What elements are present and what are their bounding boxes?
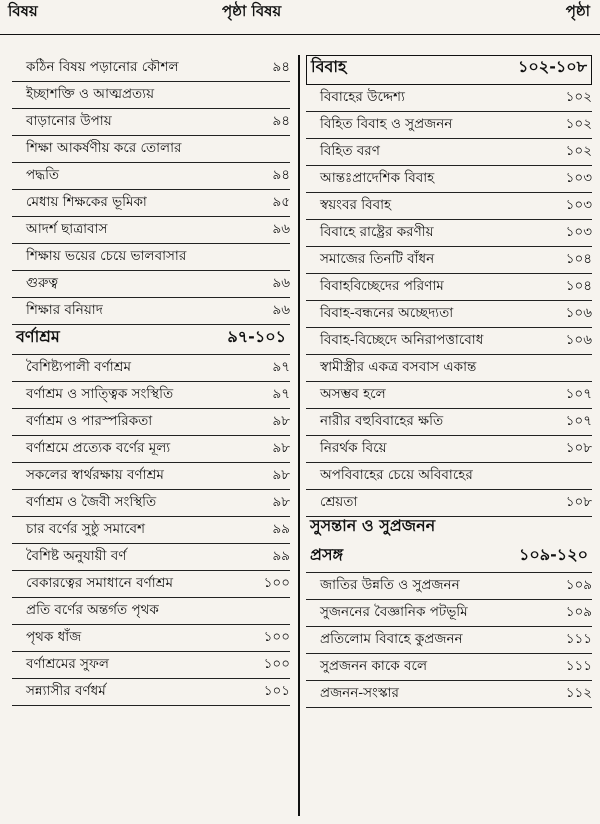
section-title: সুসন্তান ও সুপ্রজনন xyxy=(310,516,436,535)
toc-entry xyxy=(306,409,592,436)
toc-entry xyxy=(306,573,592,600)
entry-page-number: ১০২ xyxy=(565,116,592,132)
entry-title: শিক্ষার বনিয়াদ xyxy=(26,302,103,318)
entry-title: কঠিন বিষয় পড়ানোর কৌশল xyxy=(26,59,179,75)
section-title: বিবাহ xyxy=(311,57,347,76)
entry-title: নিরর্থক বিয়ে xyxy=(320,440,387,456)
entry-title: গুরুত্ব xyxy=(26,275,58,291)
entry-title: বিবাহবিচ্ছেদের পরিণাম xyxy=(320,278,444,294)
section-page-range: ১০৯-১২০ xyxy=(519,545,588,564)
entry-page-number: ৯৫ xyxy=(272,194,290,210)
left-column xyxy=(12,55,290,706)
entry-title: অপবিবাহের চেয়ে অবিবাহের xyxy=(320,467,473,483)
entry-page-number: ১০৭ xyxy=(565,413,592,429)
toc-entry xyxy=(12,679,290,706)
entry-page-number: ১০৪ xyxy=(565,278,592,294)
entry-page-number: ৯৯ xyxy=(272,548,290,564)
toc-entry xyxy=(306,355,592,382)
entry-page-number: ৯৮ xyxy=(272,494,290,510)
entry-title: বিবাহ-বিচ্ছেদে অনিরাপত্তাবোধ xyxy=(320,332,484,348)
entry-title: বর্ণাশ্রম ও সাত্ত্বিক সংস্থিতি xyxy=(26,386,174,402)
section-page-range: ৯৭-১০১ xyxy=(227,327,286,346)
toc-entry xyxy=(306,436,592,463)
toc-entry xyxy=(306,247,592,274)
header-rule xyxy=(0,34,600,35)
entry-page-number: ১০৩ xyxy=(565,170,592,186)
entry-page-number: ১১২ xyxy=(565,685,592,701)
entry-title: সকলের স্বার্থরক্ষায় বর্ণাশ্রম xyxy=(26,467,164,483)
entry-page-number: ৯৮ xyxy=(272,467,290,483)
toc-entry xyxy=(12,55,290,82)
entry-page-number: ১০০ xyxy=(263,656,290,672)
entry-page-number xyxy=(542,379,592,381)
entry-title: বিহিত বরণ xyxy=(320,143,380,159)
toc-entry xyxy=(12,517,290,544)
toc-entry xyxy=(306,600,592,627)
entry-page-number: ৯৪ xyxy=(272,113,290,129)
toc-entry xyxy=(306,166,592,193)
entry-page-number: ৯৯ xyxy=(272,521,290,537)
toc-entry xyxy=(12,190,290,217)
entry-page-number xyxy=(240,268,290,270)
entry-page-number: ৯৭ xyxy=(272,386,290,402)
entry-title: বিহিত বিবাহ ও সুপ্রজনন xyxy=(320,116,453,132)
toc-entry xyxy=(12,652,290,679)
entry-page-number: ১০০ xyxy=(263,629,290,645)
right-column xyxy=(306,55,592,708)
entry-title: মেধায় শিক্ষকের ভূমিকা xyxy=(26,194,147,210)
entry-page-number: ৯৪ xyxy=(272,59,290,75)
section-title: প্রসঙ্গ xyxy=(310,545,344,564)
header-left-label: বিষয় xyxy=(8,2,38,20)
toc-entry xyxy=(306,654,592,681)
entry-page-number: ১০৩ xyxy=(565,224,592,240)
toc-entry xyxy=(12,298,290,325)
entry-page-number xyxy=(240,160,290,162)
entry-page-number: ১১১ xyxy=(565,658,592,674)
entry-title: বিবাহে রাষ্ট্রের করণীয় xyxy=(320,224,434,240)
entry-page-number: ১১১ xyxy=(565,631,592,647)
toc-entry xyxy=(12,598,290,625)
entry-title: প্রজনন-সংস্কার xyxy=(320,685,399,701)
toc-entry xyxy=(12,109,290,136)
toc-entry xyxy=(12,463,290,490)
toc-entry xyxy=(12,217,290,244)
toc-entry xyxy=(306,627,592,654)
toc-entry xyxy=(306,220,592,247)
entry-title: বর্ণাশ্রম ও পারস্পরিকতা xyxy=(26,413,153,429)
entry-title: বর্ণাশ্রমের সুফল xyxy=(26,656,109,672)
entry-title: পৃথক ধাঁজ xyxy=(26,629,82,645)
toc-entry xyxy=(306,301,592,328)
entry-page-number xyxy=(240,622,290,624)
entry-page-number: ১০৭ xyxy=(565,386,592,402)
toc-entry xyxy=(12,409,290,436)
entry-title: সুজননের বৈজ্ঞানিক পটভূমি xyxy=(320,604,468,620)
toc-entry xyxy=(306,328,592,355)
toc-entry xyxy=(306,193,592,220)
entry-title: বাড়ানোর উপায় xyxy=(26,113,112,129)
entry-title: বৈশিষ্ট অনুযায়ী বর্ণ xyxy=(26,548,127,564)
toc-entry xyxy=(12,436,290,463)
entry-page-number: ১০০ xyxy=(263,575,290,591)
header-center-label: পৃষ্ঠা বিষয় xyxy=(222,2,282,20)
entry-page-number: ১০৩ xyxy=(565,197,592,213)
toc-entry xyxy=(12,244,290,271)
toc-entry xyxy=(306,490,592,517)
entry-page-number: ৯৭ xyxy=(272,359,290,375)
entry-title: বর্ণাশ্রমে প্রত্যেক বর্ণের মূল্য xyxy=(26,440,171,456)
toc-entry xyxy=(12,625,290,652)
entry-title: ইচ্ছাশক্তি ও আত্মপ্রত্যয় xyxy=(26,86,155,102)
entry-title: বিবাহ-বন্ধনের অচ্ছেদ্যতা xyxy=(320,305,454,321)
entry-page-number: ১০১ xyxy=(263,683,290,699)
entry-page-number: ১০৮ xyxy=(565,494,592,510)
entry-page-number: ১০৮ xyxy=(565,440,592,456)
toc-entry xyxy=(12,355,290,382)
entry-title: বেকারত্বের সমাধানে বর্ণাশ্রম xyxy=(26,575,174,591)
entry-title: সুপ্রজনন কাকে বলে xyxy=(320,658,427,674)
entry-title: বিবাহের উদ্দেশ্য xyxy=(320,89,405,105)
entry-title: চার বর্ণের সুষ্ঠু সমাবেশ xyxy=(26,521,145,537)
entry-page-number: ১০৯ xyxy=(565,604,592,620)
entry-page-number: ৯৬ xyxy=(272,221,290,237)
section-title: বর্ণাশ্রম xyxy=(16,327,60,346)
toc-entry xyxy=(12,82,290,109)
entry-page-number xyxy=(542,487,592,489)
section-heading xyxy=(12,325,290,355)
section-page-range: ১০২-১০৮ xyxy=(518,57,587,76)
entry-title: অসম্ভব হলে xyxy=(320,386,386,402)
toc-entry xyxy=(12,271,290,298)
entry-page-number: ১০২ xyxy=(565,89,592,105)
column-divider xyxy=(298,55,300,816)
section-heading xyxy=(306,55,592,85)
entry-page-number: ১০৪ xyxy=(565,251,592,267)
entry-page-number: ৯৬ xyxy=(272,302,290,318)
entry-title: জাতির উন্নতি ও সুপ্রজনন xyxy=(320,577,460,593)
entry-title: স্বামীস্ত্রীর একত্র বসবাস একান্ত xyxy=(320,359,477,375)
entry-page-number: ৯৮ xyxy=(272,440,290,456)
entry-title: প্রতি বর্ণের অন্তর্গত পৃথক xyxy=(26,602,159,618)
toc-entry xyxy=(12,382,290,409)
toc-entry xyxy=(306,85,592,112)
toc-entry xyxy=(12,163,290,190)
entry-title: পদ্ধতি xyxy=(26,167,60,183)
entry-page-number: ১০৬ xyxy=(565,332,592,348)
toc-entry xyxy=(12,136,290,163)
entry-page-number xyxy=(240,106,290,108)
entry-title: আদর্শ ছাত্রাবাস xyxy=(26,221,108,237)
entry-title: শিক্ষা আকর্ষণীয় করে তোলার xyxy=(26,140,182,156)
toc-entry xyxy=(306,382,592,409)
entry-title: স্বয়ংবর বিবাহ xyxy=(320,197,392,213)
entry-title: শ্রেয়তা xyxy=(320,494,358,510)
section-heading xyxy=(306,517,592,543)
entry-title: বর্ণাশ্রম ও জৈবী সংস্থিতি xyxy=(26,494,157,510)
toc-entry xyxy=(12,571,290,598)
entry-title: আন্তঃপ্রাদেশিক বিবাহ xyxy=(320,170,435,186)
entry-title: নারীর বহুবিবাহের ক্ষতি xyxy=(320,413,444,429)
entry-page-number: ১০৯ xyxy=(565,577,592,593)
entry-title: শিক্ষায় ভয়ের চেয়ে ভালবাসার xyxy=(26,248,187,264)
header-right-label: পৃষ্ঠা xyxy=(565,2,590,20)
entry-page-number: ৯৮ xyxy=(272,413,290,429)
entry-page-number: ১০৬ xyxy=(565,305,592,321)
entry-title: সন্ন্যাসীর বর্ণধর্ম xyxy=(26,683,106,699)
entry-page-number: ৯৬ xyxy=(272,275,290,291)
toc-entry xyxy=(12,490,290,517)
entry-page-number: ১০২ xyxy=(565,143,592,159)
toc-entry xyxy=(12,544,290,571)
entry-title: সমাজের তিনটি বাঁধন xyxy=(320,251,435,267)
toc-entry xyxy=(306,139,592,166)
toc-entry xyxy=(306,463,592,490)
toc-entry xyxy=(306,681,592,708)
entry-page-number: ৯৪ xyxy=(272,167,290,183)
section-heading xyxy=(306,543,592,573)
entry-title: বৈশিষ্ট্যপালী বর্ণাশ্রম xyxy=(26,359,132,375)
toc-entry xyxy=(306,112,592,139)
entry-title: প্রতিলোম বিবাহে কুপ্রজনন xyxy=(320,631,463,647)
toc-entry xyxy=(306,274,592,301)
